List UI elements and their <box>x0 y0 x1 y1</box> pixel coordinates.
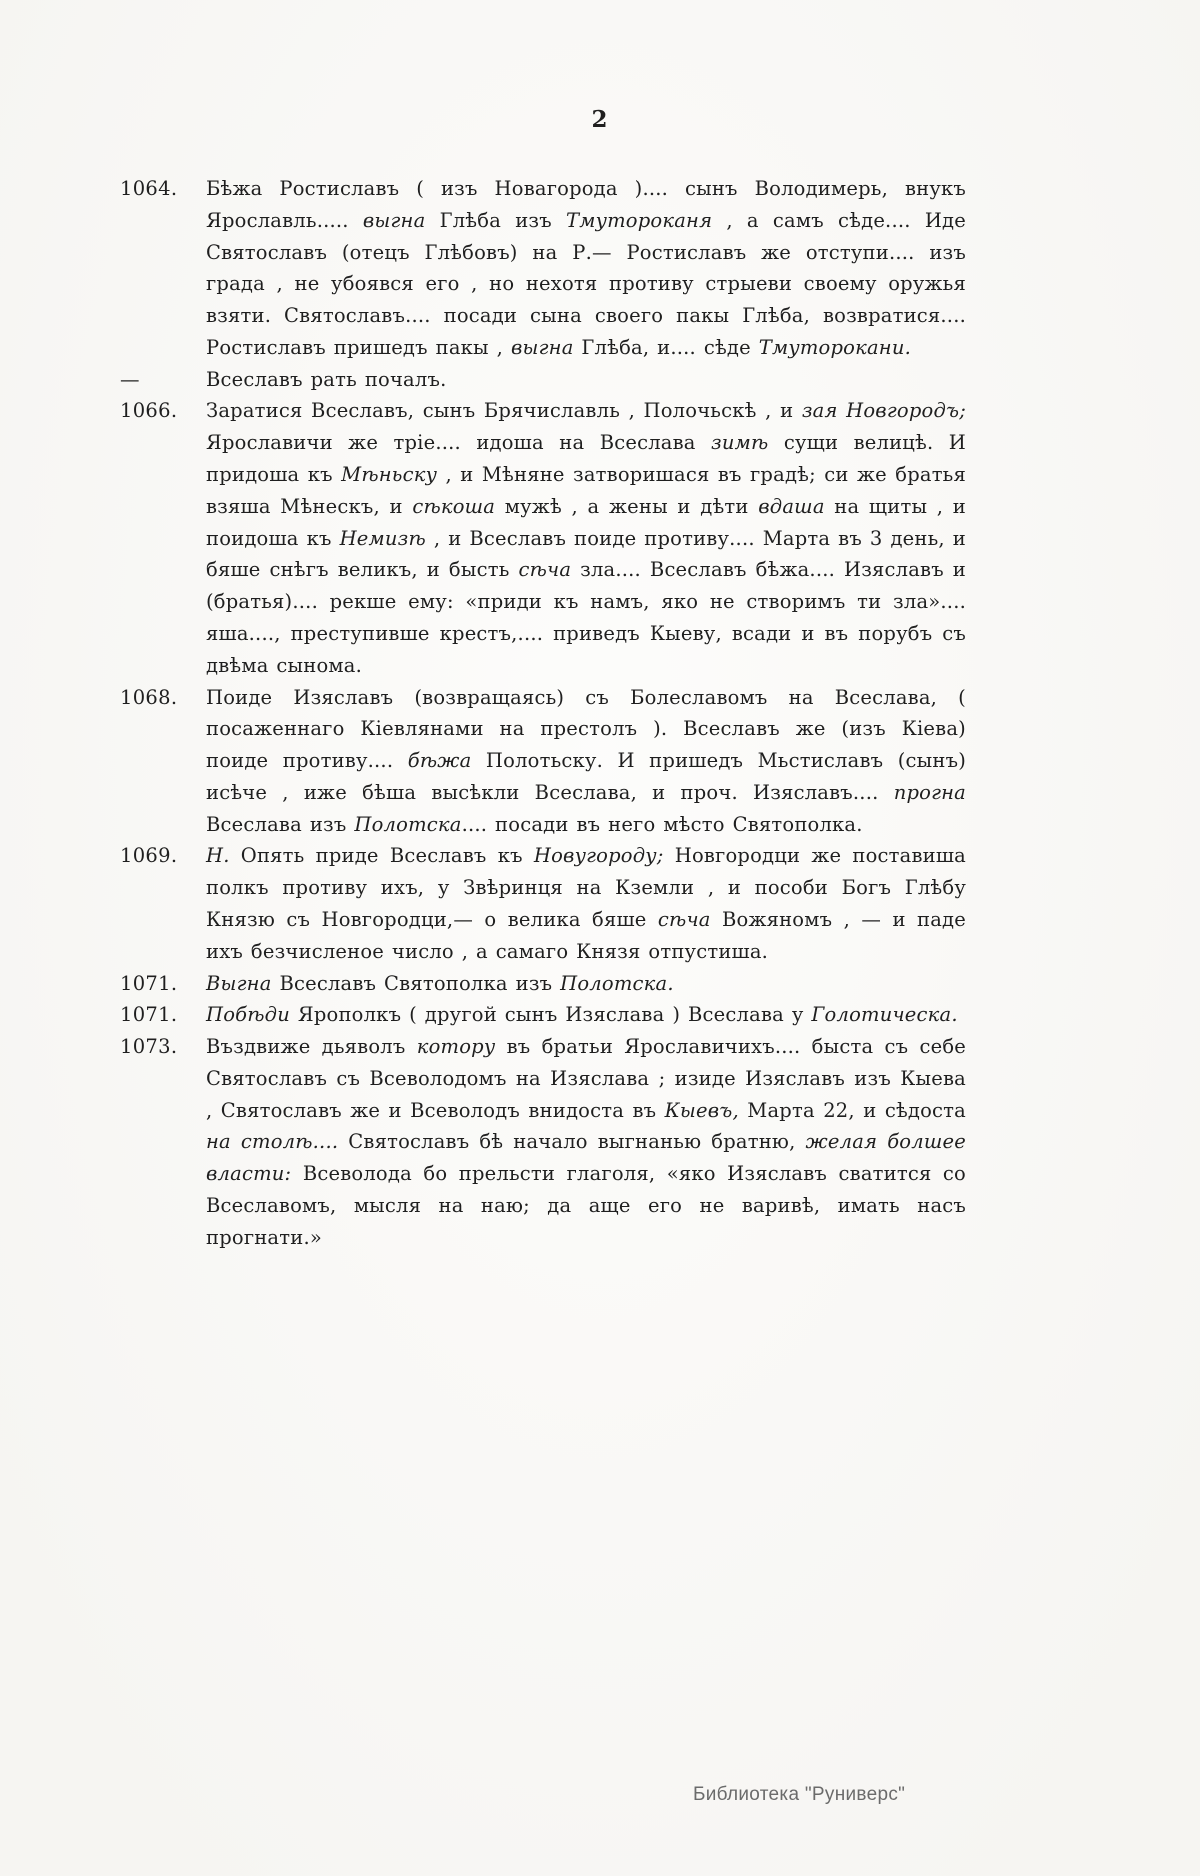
entry-text-run: на щиты , и поидоша къ <box>206 494 967 550</box>
entry-text <box>206 968 966 1000</box>
entry <box>120 682 966 841</box>
entry-text-italic-run: выгна <box>510 335 574 359</box>
entry-text-italic-run: Новугороду; <box>533 844 664 868</box>
entry-text-run: Всеславъ Святополка изъ <box>271 971 561 995</box>
entry-text-italic-run: прогна <box>893 780 966 804</box>
entry-text-run: Поиде Изяславъ (возвращаясь) съ Болеславомъ на Всеслава, ( посаженнаго Кіевлянами на престолъ ). Всеславъ же (изъ Кіева) поиде противу.... <box>206 685 966 773</box>
entry-text <box>206 840 966 967</box>
entry-text <box>206 364 966 396</box>
entry-text <box>206 395 966 681</box>
entry-text <box>206 682 966 841</box>
entry-text-run: , а самъ сѣде.... Иде Святославъ (отецъ Глѣбовъ) на Р.— Ростиславъ же отступи.... изъ града , не убоявся его , но нехотя противу стрыеви своему оружья взяти. Святославъ.... посади сына своего пакы Глѣба, возвратися.... Ростиславъ пришедъ пакы , <box>206 208 966 359</box>
entry-text-italic-run: Голотическа. <box>811 1003 958 1027</box>
entry-year: 1073. <box>120 1035 178 1059</box>
entry <box>120 364 966 396</box>
library-watermark: Библиотека "Руниверс" <box>693 1784 906 1805</box>
page-number: 2 <box>591 106 609 133</box>
entry-text-run: зла.... Всеславъ бѣжа.... Изяславъ и (братья).... рекше ему: «приди къ намъ, яко не створимъ ти зла».... яша...., преступивше крестъ,.... приведъ Кыеву, всади и въ порубъ съ двѣма сынома. <box>206 558 966 677</box>
entry <box>120 1031 966 1253</box>
entry-text-italic-run: Полотска. <box>560 971 674 995</box>
entry-text-italic-run: Выгна <box>206 971 272 995</box>
entry-text-run: Новгородци же поставиша полкъ противу ихъ, у Звѣринця на Кземли , и пособи Богъ Глѣбу Князю съ Новгородци,— о велика бяше <box>206 844 966 931</box>
entry-text-run: , и Всеславъ поиде противу.... Марта въ 3 день, и бяше снѣгъ великъ, и бысть <box>206 526 966 582</box>
entry-text-italic-run: желая болшее власти: <box>206 1130 966 1186</box>
entry-text-italic-run: Полотска <box>354 812 462 836</box>
entry-text-run: Глѣба, и.... сѣде <box>573 335 759 359</box>
entry-text-italic-run: вдаша <box>758 494 825 518</box>
entry-text-italic-run: на столѣ.... <box>206 1130 339 1154</box>
entry-text-italic-run: Тмутороканя <box>566 208 713 232</box>
entry-text-run: Глѣба изъ <box>425 208 567 232</box>
entry-text-run: Святославъ бѣ начало выгнанью братню, <box>338 1130 806 1154</box>
entry-text-run: Полотьску. И пришедъ Мьстиславъ (сынъ) исѣче , иже бѣша высѣкли Всеслава, и проч. Изяславъ.... <box>206 749 966 804</box>
entry-text-italic-run: Кыевъ, <box>664 1098 739 1122</box>
entry-text-run: , и Мѣняне затворишася въ градѣ; си же братья взяша Мѣнескъ, и <box>206 463 967 518</box>
entry-text-italic-run: котору <box>416 1035 496 1059</box>
entry-text-italic-run: зимѣ <box>711 431 769 455</box>
entry-text-run: Всеславъ рать почалъ. <box>206 367 447 391</box>
entry-text <box>206 999 966 1031</box>
entry-text-run: Бѣжа Ростиславъ ( изъ Новагорода ).... сынъ Володимерь, внукъ Ярославль..... <box>206 177 966 232</box>
entry-text-run: мужѣ , а жены и дѣти <box>495 494 759 518</box>
entry-text-run: сущи велицѣ. И придоша къ <box>206 431 966 487</box>
entry-text-run: .... посади въ него мѣсто Святополка. <box>461 812 863 836</box>
entry-text-italic-run: Побѣди <box>206 1003 290 1027</box>
entry-year: 1069. <box>120 844 178 868</box>
entry-year: 1071. <box>120 971 178 995</box>
entry-text-italic-run: зая Новгородъ; <box>801 399 966 423</box>
entry-text-run: Всеволода бо прельсти глаголя, «яко Изяславъ сватится со Всеславомъ, мысля на наю; да аще его не варивѣ, имать насъ прогнати.» <box>206 1162 966 1249</box>
entry-text-italic-run: Тмуторокани. <box>758 335 911 359</box>
entry-text-run: Ярополкъ ( другой сынъ Изяслава ) Всеслава у <box>289 1003 812 1027</box>
entry <box>120 999 966 1031</box>
entry-year: 1066. <box>120 399 178 423</box>
entry-year: — <box>120 367 140 391</box>
entry-text-run: въ братьи Ярославичихъ.... быста съ себе Святославъ съ Всеволодомъ на Изяслава ; изиде Изяславъ изъ Кыева , Святославъ же и Всеволодъ внидоста въ <box>206 1035 966 1122</box>
entry-text-italic-run: сѣча <box>518 558 572 582</box>
entry-text-run: Заратися Всеславъ, сынъ Брячиславль , Полочьскѣ , и <box>206 399 802 423</box>
entry-list <box>120 173 966 1254</box>
entry-text-run: Всеслава изъ <box>206 812 355 836</box>
entry-text-italic-run: сѣча <box>657 907 711 931</box>
entry-text-run: Вожяномъ , — и паде ихъ безчисленое число , а самаго Князя отпустиша. <box>206 907 966 963</box>
entry-year: 1071. <box>120 1003 178 1027</box>
entry-text-italic-run: Немизѣ <box>339 526 426 550</box>
entry-text-run: Опять приде Всеславъ къ <box>229 844 534 868</box>
entry <box>120 395 966 681</box>
entry-text-italic-run: сѣкоша <box>412 494 496 518</box>
entry <box>120 968 966 1000</box>
entry-year: 1064. <box>120 177 178 200</box>
entry-text-run: Въздвиже дьяволъ <box>206 1035 417 1059</box>
entry-text <box>206 173 966 364</box>
entry-text-italic-run: Н. <box>206 844 230 868</box>
entry-text-run: Марта 22, и сѣдоста <box>738 1098 966 1122</box>
entry-year: 1068. <box>120 685 178 709</box>
entry-text <box>206 1031 966 1253</box>
entry-text-italic-run: выгна <box>362 208 426 232</box>
entry-text-italic-run: бѣжа <box>407 749 472 773</box>
entry-text-italic-run: Мѣньску <box>341 463 438 487</box>
entry <box>120 173 966 364</box>
entry <box>120 840 966 967</box>
entry-text-run: Ярославичи же тріе.... идоша на Всеслава <box>206 431 712 455</box>
